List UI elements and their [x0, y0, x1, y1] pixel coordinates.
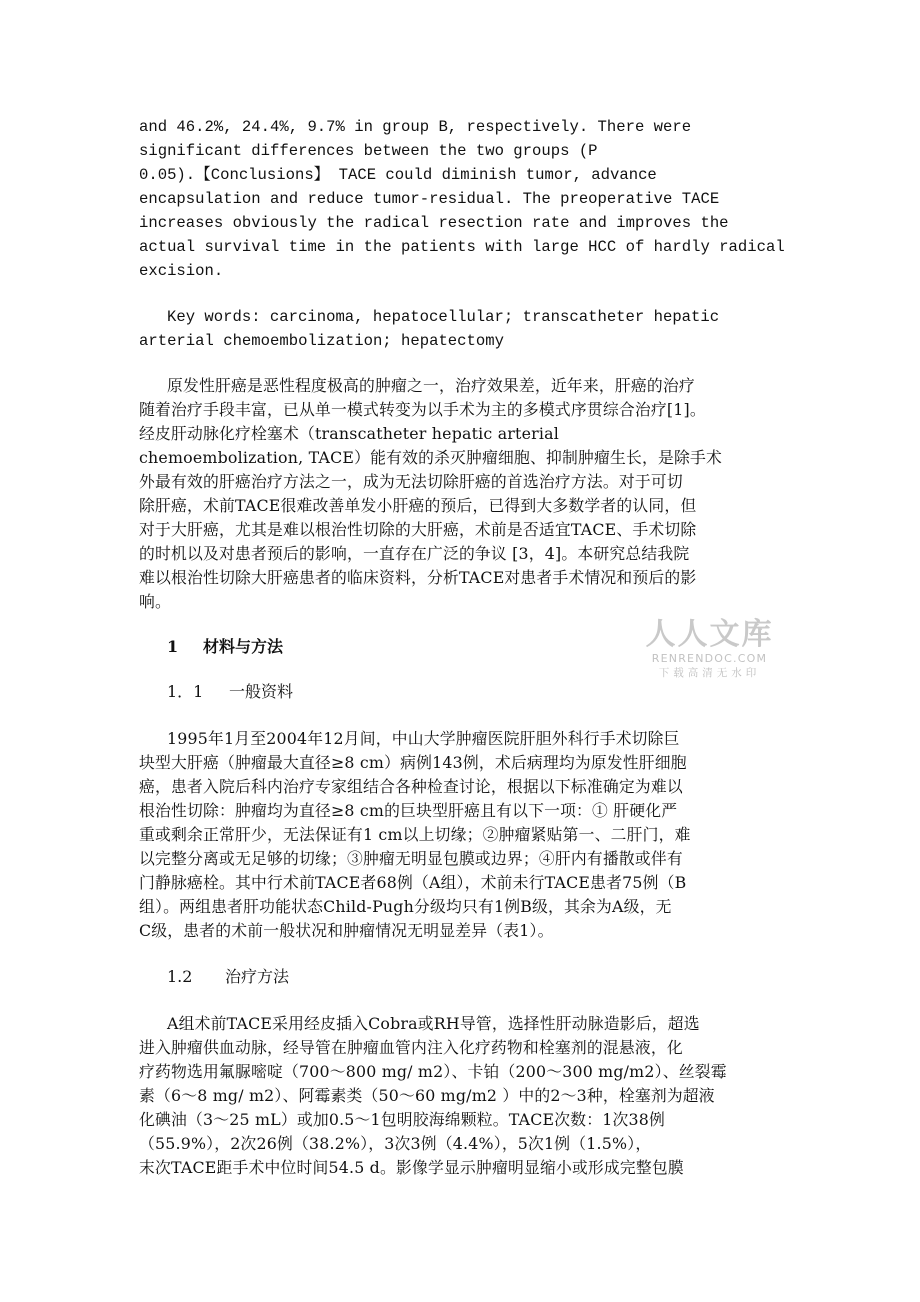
- subsection-heading: [167, 965, 289, 989]
- abstract-line: excision.: [139, 262, 224, 280]
- body-line: 疗药物选用氟脲嘧啶（700～800 mg/ m2）、卡铂（200～300 mg/m2）、丝裂霉: [139, 1062, 727, 1081]
- subsection-heading: [167, 680, 293, 704]
- abstract-line: and 46.2%, 24.4%, 9.7% in group B, respectively. There were: [139, 118, 692, 136]
- abstract-line: actual survival time in the patients with large HCC of hardly radical: [139, 238, 785, 256]
- body-line: 化碘油（3～25 mL）或加0.5～1包明胶海绵颗粒。TACE次数：1次38例: [139, 1110, 665, 1129]
- subsection-title: 治疗方法: [225, 967, 290, 986]
- abstract-line: encapsulation and reduce tumor-residual. The preoperative TACE: [139, 190, 720, 208]
- watermark-url: RENRENDOC.COM: [651, 652, 768, 665]
- body-line: （55.9%），2次26例（38.2%），3次3例（4.4%），5次1例（1.5%），: [139, 1134, 652, 1153]
- section-title: 材料与方法: [203, 637, 284, 656]
- abstract-line: increases obviously the radical resection rate and improves the: [139, 214, 729, 232]
- abstract-line: significant differences between the two groups (P: [139, 142, 598, 160]
- body-line: 对于大肝癌，尤其是难以根治性切除的大肝癌，术前是否适宜TACE、手术切除: [139, 520, 697, 539]
- abstract-line: 0.05).【Conclusions】 TACE could diminish tumor, advance: [139, 166, 657, 184]
- body-line: 末次TACE距手术中位时间54.5 d。影像学显示肿瘤明显缩小或形成完整包膜: [139, 1158, 684, 1177]
- body-line: A组术前TACE采用经皮插入Cobra或RH导管，选择性肝动脉造影后，超选: [167, 1014, 700, 1033]
- body-line: 外最有效的肝癌治疗方法之一，成为无法切除肝癌的首选治疗方法。对于可切: [139, 472, 683, 491]
- body-line: 的时机以及对患者预后的影响，一直存在广泛的争议 [3，4]。本研究总结我院: [139, 544, 690, 563]
- body-line: 组）。两组患者肝功能状态Child-Pugh分级均只有1例B级，其余为A级，无: [139, 897, 672, 916]
- keywords-line: arterial chemoembolization; hepatectomy: [139, 332, 504, 350]
- body-line: 随着治疗手段丰富，已从单一模式转变为以手术为主的多模式序贯综合治疗[1]。: [139, 400, 706, 419]
- body-line: 根治性切除：肿瘤均为直径≥8 cm的巨块型肝癌且有以下一项：① 肝硬化严: [139, 801, 678, 820]
- section-number: 1: [167, 637, 179, 656]
- body-line: 进入肿瘤供血动脉，经导管在肿瘤血管内注入化疗药物和栓塞剂的混悬液，化: [139, 1038, 683, 1057]
- watermark-title: 人人文库: [645, 617, 774, 652]
- subsection-number: 1.2: [167, 967, 193, 986]
- body-line: 癌，患者入院后科内治疗专家组结合各种检查讨论，根据以下标准确定为难以: [139, 777, 683, 796]
- body-line: 块型大肝癌（肿瘤最大直径≥8 cm）病例143例，术后病理均为原发性肝细胞: [139, 753, 687, 772]
- body-line: 经皮肝动脉化疗栓塞术（transcatheter hepatic arterial: [139, 424, 560, 443]
- body-line: 以完整分离或无足够的切缘；③肿瘤无明显包膜或边界；④肝内有播散或伴有: [139, 849, 683, 868]
- section-heading: [167, 635, 283, 659]
- body-line: 重或剩余正常肝少，无法保证有1 cm以上切缘；②肿瘤紧贴第一、二肝门，难: [139, 825, 691, 844]
- body-line: 除肝癌，术前TACE很难改善单发小肝癌的预后，已得到大多数学者的认同，但: [139, 496, 697, 515]
- subsection-number: 1．1: [167, 682, 204, 701]
- keywords-line: Key words: carcinoma, hepatocellular; transcatheter hepatic: [167, 308, 720, 326]
- body-line: 难以根治性切除大肝癌患者的临床资料，分析TACE对患者手术情况和预后的影: [139, 568, 697, 587]
- subsection-title: 一般资料: [229, 682, 294, 701]
- watermark-tagline: 下载高清无水印: [658, 667, 761, 679]
- body-line: 1995年1月至2004年12月间，中山大学肿瘤医院肝胆外科行手术切除巨: [167, 729, 680, 748]
- watermark-logo: [642, 618, 777, 680]
- body-line: 素（6～8 mg/ m2）、阿霉素类（50～60 mg/m2 ）中的2～3种，栓塞剂为超液: [139, 1086, 715, 1105]
- body-line: 响。: [139, 592, 171, 611]
- body-line: C级，患者的术前一般状况和肿瘤情况无明显差异（表1）。: [139, 921, 554, 940]
- body-line: chemoembolization, TACE）能有效的杀灭肿瘤细胞、抑制肿瘤生长，是除手术: [139, 448, 723, 467]
- body-line: 原发性肝癌是恶性程度极高的肿瘤之一，治疗效果差，近年来，肝癌的治疗: [167, 376, 695, 395]
- body-line: 门静脉癌栓。其中行术前TACE者68例（A组），术前未行TACE患者75例（B: [139, 873, 687, 892]
